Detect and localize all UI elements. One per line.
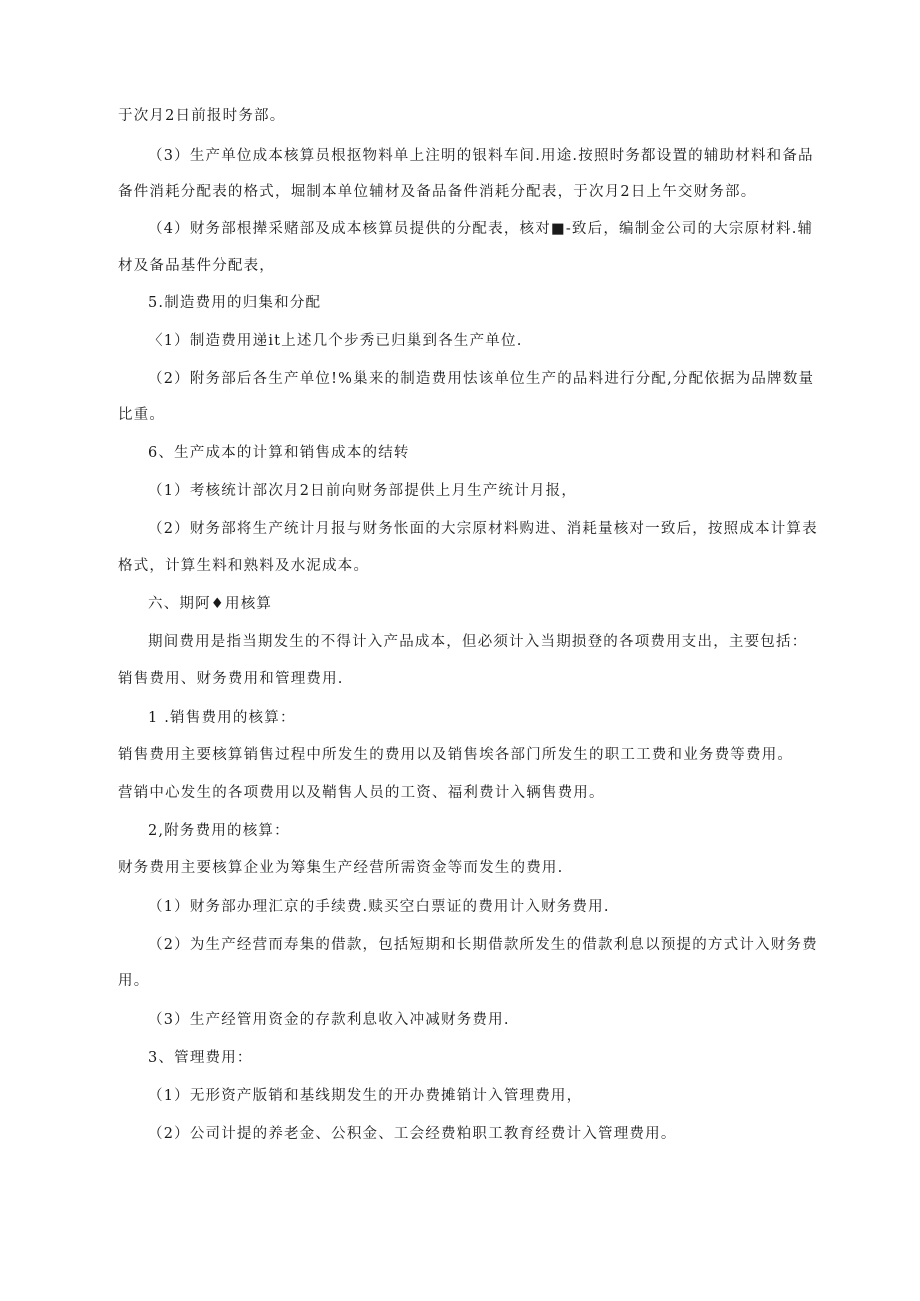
text-line: 营销中心发生的各项费用以及鞘售人员的工资、福利费计入辆售费用。 <box>118 785 605 801</box>
text-line: 材及备品基件分配表， <box>118 258 275 274</box>
text-line: 用。 <box>118 973 150 989</box>
section-heading: 6、生产成本的计算和销售成本的结转 <box>148 445 410 461</box>
text-line: 销售费用主要核算销售过程中所发生的费用以及销售埃各部门所发生的职工工费和业务费等费用。 <box>118 747 794 763</box>
section-heading: 3、管理费用： <box>148 1050 253 1066</box>
text-line: （3）生产单位成本核算员根抠物料单上注明的银料车间.用途.按照时务都设置的辅助材料和备品 <box>148 148 814 164</box>
text-line: 财务费用主要核算企业为筹集生产经营所需资金等而发生的费用. <box>118 860 564 876</box>
text-line: （2）附务部后各生产单位!%巢来的制造费用怯该单位生产的品料进行分配,分配依据为品牌数量 <box>148 371 815 387</box>
text-line: 〈1）制造费用递it上述几个步秀已归巢到各生产单位. <box>148 333 523 349</box>
section-heading: 六、期阿♦用核算 <box>148 596 273 612</box>
text-line: （3）生产经管用资金的存款利息收入冲减财务费用. <box>148 1012 510 1028</box>
text-line: 销售费用、财务费用和管理费用. <box>118 671 344 687</box>
section-heading: 5.制造费用的归集和分配 <box>148 295 322 311</box>
text-line: （1）无形资产版销和基线期发生的开办费摊销计入管理费用， <box>148 1088 583 1104</box>
text-line: （2）为生产经营而寿集的借款，包括短期和长期借款所发生的借款利息以预提的方式计入财务费 <box>148 937 818 953</box>
text-line: 备件消耗分配表的格式，堀制本单位辅材及备品备件消耗分配表，于次月2日上午交财务部。 <box>118 184 757 200</box>
text-line: （4）财务部根撵采赌部及成本核算员提供的分配表，核对■-致后，编制金公司的大宗原材料.辅 <box>148 221 814 237</box>
section-heading: 1 .销售费用的核算： <box>148 710 296 726</box>
text-line: 期间费用是指当期发生的不得计入产品成本，但必须计入当期损登的各项费用支出，主要包括： <box>148 634 808 650</box>
text-line: （1）财务部办理汇京的手续费.赎买空白票证的费用计入财务费用. <box>148 899 610 915</box>
text-line: （2）公司计提的养老金、公积金、工会经费粕职工教育经费计入管理费用。 <box>148 1126 677 1142</box>
text-line: （2）财务部将生产统计月报与财务怅面的大宗原材料购进、消耗量核对一致后，按照成本计算表 <box>148 521 818 537</box>
text-line: 格式，计算生料和熟料及水泥成本。 <box>118 558 370 574</box>
text-line: 于次月2日前报时务部。 <box>118 108 286 124</box>
text-line: 比重。 <box>118 407 166 423</box>
text-line: （1）考核统计部次月2日前向财务部提供上月生产统计月报， <box>148 483 578 499</box>
section-heading: 2,附务费用的核算： <box>148 823 290 839</box>
